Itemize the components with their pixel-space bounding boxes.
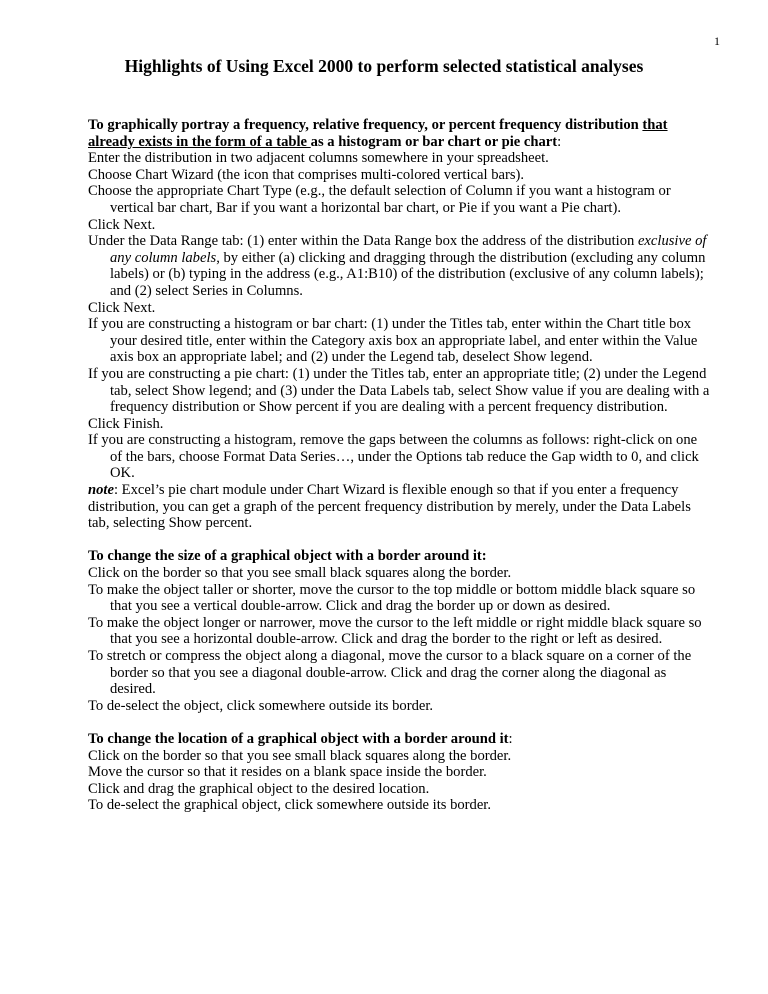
section-heading: To change the size of a graphical object with a border around it: bbox=[88, 548, 487, 565]
step-data-range: Under the Data Range tab: (1) enter within the Data Range box the address of the distribution exclusive of any column labels, by either (a) clicking and dragging through the distribution (excluding any column labels) or (b) typing in the address (e.g., A1:B10) of the distribution (exclusive of any column labels); and (2) select Series in Columns. bbox=[88, 233, 707, 299]
step: Click and drag the graphical object to the desired location. bbox=[88, 780, 430, 797]
step: Click Next. bbox=[88, 216, 156, 233]
section-heading: To graphically portray a frequency, relative frequency, or percent frequency distribution that already exists in the form of a table as a histogram or bar chart or pie chart: bbox=[88, 117, 668, 150]
step: To de-select the graphical object, click somewhere outside its border. bbox=[88, 797, 492, 814]
note: note: Excel’s pie chart module under Chart Wizard is flexible enough so that if you enter a frequency distribution, you can get a graph of the percent frequency distribution by merely, under the Data Labels tab, selecting Show percent. bbox=[88, 482, 691, 532]
step: If you are constructing a pie chart: (1) under the Titles tab, enter an appropriate title; (2) under the Legend tab, select Show legend; and (3) under the Data Labels tab, select Show value if you are dealing with a frequency distribution or Show percent if you are dealing with a percent frequency distribution. bbox=[88, 365, 710, 416]
step: Choose the appropriate Chart Type (e.g., the default selection of Column if you want a histogram or vertical bar chart, Bar if you want a horizontal bar chart, or Pie if you want a Pie chart). bbox=[88, 183, 671, 216]
step: Click Finish. bbox=[88, 415, 164, 432]
step: To stretch or compress the object along a diagonal, move the cursor to a black square on a corner of the border so that you see a diagonal double-arrow. Click and drag the corner along the diagonal as desired. bbox=[88, 648, 692, 698]
step: Click Next. bbox=[88, 299, 156, 316]
section-histogram bbox=[88, 117, 710, 532]
document-title: Highlights of Using Excel 2000 to perform selected statistical analyses bbox=[124, 56, 644, 76]
step: To de-select the object, click somewhere outside its border. bbox=[88, 697, 434, 714]
step: To make the object taller or shorter, move the cursor to the top middle or bottom middle black square so that you see a vertical double-arrow. Click and drag the border up or down as desired. bbox=[88, 581, 696, 615]
step: If you are constructing a histogram, remove the gaps between the columns as follows: right-click on one of the bars, choose Format Data Series…, under the Options tab reduce the Gap width to 0, and click OK. bbox=[88, 432, 699, 482]
step: If you are constructing a histogram or bar chart: (1) under the Titles tab, enter within the Chart title box your desired title, enter within the Category axis box an appropriate label, and enter within the Value axis box an appropriate label; and (2) under the Legend tab, deselect Show legend. bbox=[88, 316, 698, 366]
document-body bbox=[88, 117, 710, 831]
section-change-location bbox=[88, 731, 710, 814]
step: To make the object longer or narrower, move the cursor to the left middle or right middle black square so that you see a horizontal double-arrow. Click and drag the border to the right or left as desired. bbox=[88, 614, 702, 648]
section-change-size bbox=[88, 548, 710, 714]
step: Click on the border so that you see small black squares along the border. bbox=[88, 565, 512, 582]
section-heading: To change the location of a graphical object with a border around it: bbox=[88, 730, 513, 747]
page-number: 1 bbox=[714, 34, 720, 48]
step: Click on the border so that you see small black squares along the border. bbox=[88, 747, 512, 764]
step: Enter the distribution in two adjacent columns somewhere in your spreadsheet. bbox=[88, 150, 549, 167]
step: Choose Chart Wizard (the icon that comprises multi-colored vertical bars). bbox=[88, 166, 525, 183]
step: Move the cursor so that it resides on a blank space inside the border. bbox=[88, 764, 487, 781]
